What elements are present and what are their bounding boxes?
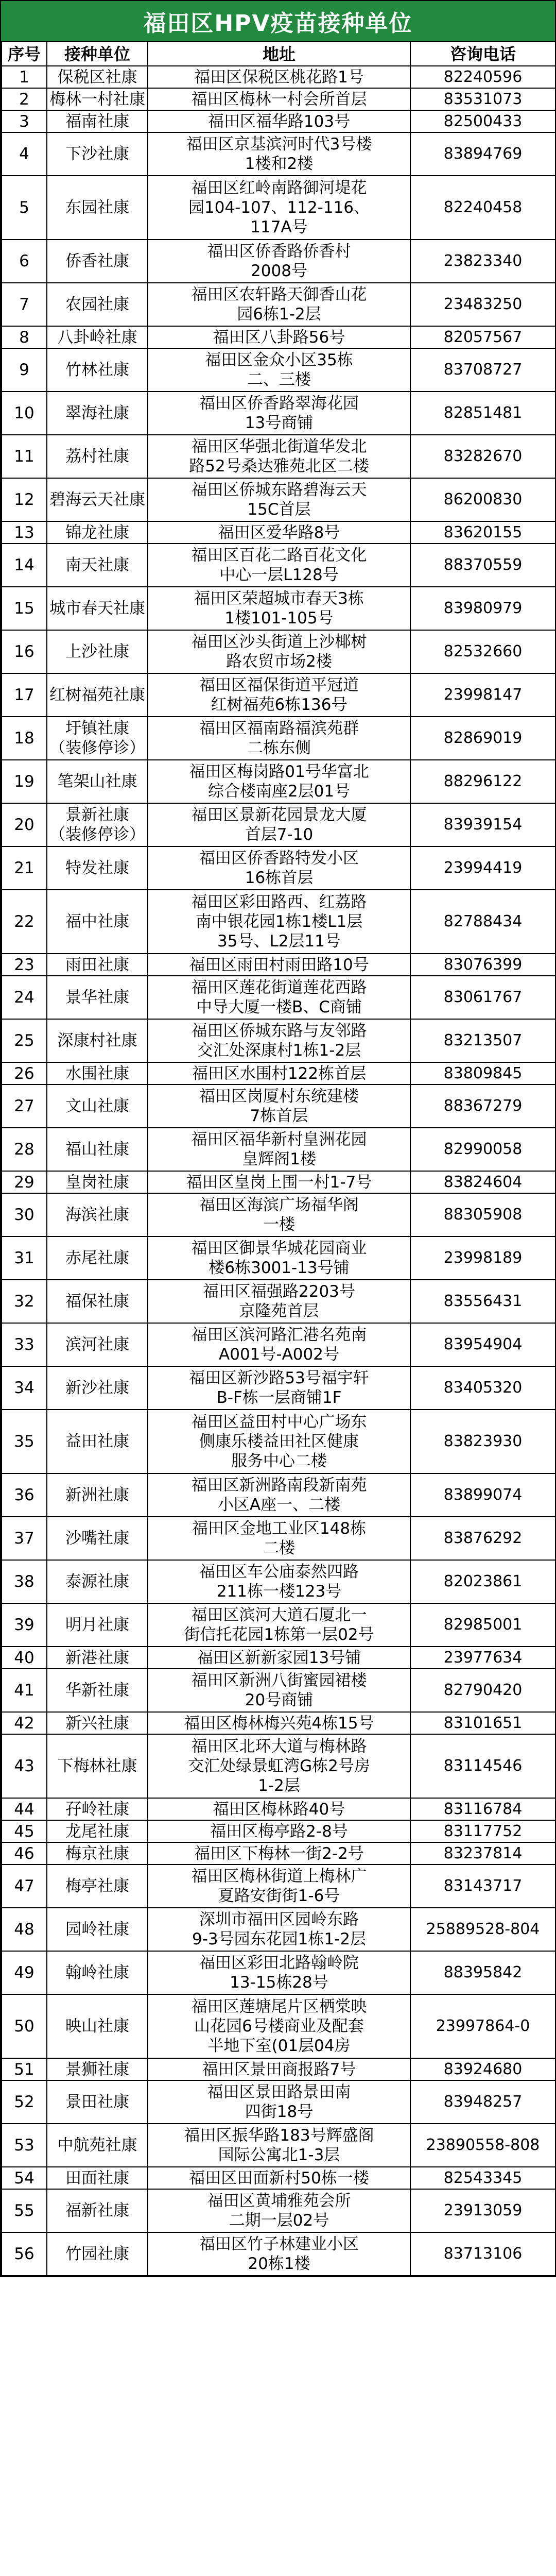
table-row <box>2 2167 555 2189</box>
row-number: 42 <box>2 1712 47 1734</box>
site-name: 滨河社康 <box>47 1323 148 1366</box>
table-row <box>2 587 555 630</box>
site-address: 福田区彩田路西、红荔路 南中银花园1栋1楼L1层 35号、L2层11号 <box>148 890 410 954</box>
site-address: 福田区新洲八街蜜园裙楼 20号商铺 <box>148 1669 410 1712</box>
row-number: 13 <box>2 521 47 544</box>
site-name: 保税区社康 <box>47 66 148 88</box>
row-number: 43 <box>2 1734 47 1798</box>
site-name: 文山社康 <box>47 1084 148 1128</box>
table-row <box>2 2124 555 2167</box>
table-row <box>2 673 555 717</box>
table-row <box>2 1280 555 1323</box>
site-name: 皇岗社康 <box>47 1171 148 1193</box>
table-row <box>2 544 555 587</box>
table-row <box>2 88 555 110</box>
table-row <box>2 1798 555 1820</box>
row-number: 46 <box>2 1842 47 1865</box>
row-number: 25 <box>2 1019 47 1062</box>
site-name: 海滨社康 <box>47 1193 148 1236</box>
row-number: 10 <box>2 392 47 435</box>
site-address: 福田区新洲路南段新南苑 小区A座一、二楼 <box>148 1473 410 1517</box>
row-number: 29 <box>2 1171 47 1193</box>
site-phone: 83237814 <box>410 1842 555 1865</box>
site-name: 圩镇社康 （装修停诊） <box>47 717 148 760</box>
site-phone: 83531073 <box>410 88 555 110</box>
site-name: 下沙社康 <box>47 132 148 176</box>
table-row <box>2 1865 555 1908</box>
site-name: 特发社康 <box>47 846 148 890</box>
site-name: 明月社康 <box>47 1603 148 1647</box>
row-number: 38 <box>2 1560 47 1603</box>
row-number: 21 <box>2 846 47 890</box>
site-phone: 82023861 <box>410 1560 555 1603</box>
site-phone: 83939154 <box>410 803 555 846</box>
row-number: 44 <box>2 1798 47 1820</box>
vaccination-sites-table <box>1 42 556 2276</box>
row-number: 18 <box>2 717 47 760</box>
site-address: 福田区益田村中心广场东 侧康乐楼益田社区健康 服务中心二楼 <box>148 1410 410 1473</box>
site-phone: 83405320 <box>410 1366 555 1410</box>
site-name: 城市春天社康 <box>47 587 148 630</box>
row-number: 11 <box>2 435 47 478</box>
table-row <box>2 132 555 176</box>
site-phone: 82851481 <box>410 392 555 435</box>
site-phone: 82543345 <box>410 2167 555 2189</box>
site-address: 福田区侨城东路碧海云天 15C首层 <box>148 478 410 521</box>
site-phone: 23997864-0 <box>410 1994 555 2058</box>
site-address: 福田区振华路183号辉盛阁 国际公寓北1-3层 <box>148 2124 410 2167</box>
site-phone: 83899074 <box>410 1473 555 1517</box>
row-number: 26 <box>2 1062 47 1084</box>
row-number: 56 <box>2 2232 47 2276</box>
site-address: 福田区景田商报路7号 <box>148 2058 410 2080</box>
site-phone: 83116784 <box>410 1798 555 1820</box>
site-phone: 82500433 <box>410 110 555 132</box>
row-number: 31 <box>2 1236 47 1280</box>
site-address: 福田区田面新村50栋一楼 <box>148 2167 410 2189</box>
table-row <box>2 1951 555 1994</box>
site-address: 福田区百花二路百花文化 中心一层L128号 <box>148 544 410 587</box>
row-number: 52 <box>2 2080 47 2124</box>
site-address: 福田区彩田北路翰岭院 13-15栋28号 <box>148 1951 410 1994</box>
site-address: 福田区爱华路8号 <box>148 521 410 544</box>
site-name: 水围社康 <box>47 1062 148 1084</box>
row-number: 16 <box>2 630 47 673</box>
table-row <box>2 890 555 954</box>
site-address: 福田区皇岗上围一村1-7号 <box>148 1171 410 1193</box>
table-row <box>2 326 555 348</box>
site-phone: 83620155 <box>410 521 555 544</box>
site-address: 福田区莲花街道莲花西路 中导大厦一楼B、C商铺 <box>148 976 410 1019</box>
site-phone: 83894769 <box>410 132 555 176</box>
row-number: 12 <box>2 478 47 521</box>
site-phone: 88296122 <box>410 760 555 803</box>
row-number: 27 <box>2 1084 47 1128</box>
site-name: 泰源社康 <box>47 1560 148 1603</box>
site-name: 华新社康 <box>47 1669 148 1712</box>
site-address: 福田区莲塘尾片区栖棠映 山花园6号楼商业及配套 半地下室(01层04房 <box>148 1994 410 2058</box>
site-name: 景新社康 （装修停诊） <box>47 803 148 846</box>
row-number: 48 <box>2 1908 47 1951</box>
row-number: 30 <box>2 1193 47 1236</box>
row-number: 7 <box>2 283 47 326</box>
site-name: 碧海云天社康 <box>47 478 148 521</box>
table-row <box>2 1171 555 1193</box>
table-row <box>2 348 555 392</box>
site-address: 福田区黄埔雅苑会所 二期一层02号 <box>148 2189 410 2232</box>
site-phone: 83713106 <box>410 2232 555 2276</box>
site-name: 东园社康 <box>47 176 148 240</box>
site-name: 锦龙社康 <box>47 521 148 544</box>
site-name: 梅林一村社康 <box>47 88 148 110</box>
site-name: 新港社康 <box>47 1647 148 1669</box>
table-row <box>2 1603 555 1647</box>
site-phone: 83101651 <box>410 1712 555 1734</box>
site-phone: 83954904 <box>410 1323 555 1366</box>
row-number: 1 <box>2 66 47 88</box>
site-address: 福田区福华路103号 <box>148 110 410 132</box>
site-address: 福田区金地工业区148栋 二楼 <box>148 1517 410 1560</box>
site-name: 赤尾社康 <box>47 1236 148 1280</box>
row-number: 8 <box>2 326 47 348</box>
table-row <box>2 1062 555 1084</box>
site-phone: 23998189 <box>410 1236 555 1280</box>
site-name: 景田社康 <box>47 2080 148 2124</box>
site-address: 福田区侨城东路与友邻路 交汇处深康村1栋1-2层 <box>148 1019 410 1062</box>
site-phone: 23890558-808 <box>410 2124 555 2167</box>
table-row <box>2 66 555 88</box>
site-name: 园岭社康 <box>47 1908 148 1951</box>
row-number: 15 <box>2 587 47 630</box>
row-number: 32 <box>2 1280 47 1323</box>
site-phone: 82532660 <box>410 630 555 673</box>
table-row <box>2 976 555 1019</box>
row-number: 47 <box>2 1865 47 1908</box>
site-phone: 88305908 <box>410 1193 555 1236</box>
table-row <box>2 1323 555 1366</box>
table-row <box>2 760 555 803</box>
site-address: 福田区福南路福滨苑群 二栋东侧 <box>148 717 410 760</box>
table-row <box>2 2232 555 2276</box>
site-phone: 83213507 <box>410 1019 555 1062</box>
site-address: 福田区红岭南路御河堤花 园104-107、112-116、 117A号 <box>148 176 410 240</box>
row-number: 34 <box>2 1366 47 1410</box>
row-number: 41 <box>2 1669 47 1712</box>
table-row <box>2 2080 555 2124</box>
header-address: 地址 <box>148 42 410 66</box>
row-number: 54 <box>2 2167 47 2189</box>
table-header-row <box>2 42 555 66</box>
site-name: 八卦岭社康 <box>47 326 148 348</box>
row-number: 19 <box>2 760 47 803</box>
site-address: 福田区景新花园景龙大厦 首层7-10 <box>148 803 410 846</box>
row-number: 9 <box>2 348 47 392</box>
site-phone: 83117752 <box>410 1820 555 1842</box>
site-phone: 23977634 <box>410 1647 555 1669</box>
site-name: 上沙社康 <box>47 630 148 673</box>
site-address: 福田区福强路2203号 京隆苑首层 <box>148 1280 410 1323</box>
row-number: 3 <box>2 110 47 132</box>
table-row <box>2 630 555 673</box>
site-address: 福田区沙头街道上沙椰树 路农贸市场2楼 <box>148 630 410 673</box>
site-name: 梅亭社康 <box>47 1865 148 1908</box>
site-phone: 83143717 <box>410 1865 555 1908</box>
table-row <box>2 846 555 890</box>
site-name: 益田社康 <box>47 1410 148 1473</box>
site-phone: 23913059 <box>410 2189 555 2232</box>
table-row <box>2 1712 555 1734</box>
site-phone: 82240596 <box>410 66 555 88</box>
row-number: 33 <box>2 1323 47 1366</box>
row-number: 45 <box>2 1820 47 1842</box>
row-number: 5 <box>2 176 47 240</box>
site-phone: 82790420 <box>410 1669 555 1712</box>
header-no: 序号 <box>2 42 47 66</box>
table-row <box>2 1560 555 1603</box>
site-address: 福田区梅林梅兴苑4栋15号 <box>148 1712 410 1734</box>
site-phone: 83980979 <box>410 587 555 630</box>
table-row <box>2 717 555 760</box>
row-number: 17 <box>2 673 47 717</box>
row-number: 53 <box>2 2124 47 2167</box>
site-address: 福田区雨田村雨田路10号 <box>148 954 410 976</box>
site-address: 福田区梅林一村会所首层 <box>148 88 410 110</box>
row-number: 51 <box>2 2058 47 2080</box>
site-name: 新洲社康 <box>47 1473 148 1517</box>
site-address: 福田区农轩路天御香山花 园6栋1-2层 <box>148 283 410 326</box>
site-phone: 88395842 <box>410 1951 555 1994</box>
table-row <box>2 176 555 240</box>
row-number: 4 <box>2 132 47 176</box>
table-row <box>2 110 555 132</box>
site-address: 深圳市福田区园岭东路 9-3号园东花园1栋1-2层 <box>148 1908 410 1951</box>
site-name: 中航苑社康 <box>47 2124 148 2167</box>
site-phone: 23998147 <box>410 673 555 717</box>
site-address: 福田区侨香路翠海花园 13号商铺 <box>148 392 410 435</box>
site-address: 福田区景田路景田南 四街18号 <box>148 2080 410 2124</box>
site-phone: 25889528-804 <box>410 1908 555 1951</box>
row-number: 22 <box>2 890 47 954</box>
row-number: 28 <box>2 1128 47 1171</box>
site-address: 福田区侨香路特发小区 16栋首层 <box>148 846 410 890</box>
site-address: 福田区梅林街道上梅林广 夏路安街街1-6号 <box>148 1865 410 1908</box>
table-row <box>2 1647 555 1669</box>
table-row <box>2 1084 555 1128</box>
site-address: 福田区新新家园13号铺 <box>148 1647 410 1669</box>
site-name: 荔村社康 <box>47 435 148 478</box>
header-phone: 咨询电话 <box>410 42 555 66</box>
table-row <box>2 954 555 976</box>
site-phone: 23994419 <box>410 846 555 890</box>
table-row <box>2 392 555 435</box>
site-name: 侨香社康 <box>47 240 148 283</box>
site-address: 福田区新沙路53号福宇轩 B-F栋一层商铺1F <box>148 1366 410 1410</box>
site-address: 福田区福保街道平冠道 红树福苑6栋136号 <box>148 673 410 717</box>
row-number: 40 <box>2 1647 47 1669</box>
site-address: 福田区金众小区35栋 二、三楼 <box>148 348 410 392</box>
site-phone: 83076399 <box>410 954 555 976</box>
table-row <box>2 803 555 846</box>
site-name: 福山社康 <box>47 1128 148 1171</box>
site-phone: 82240458 <box>410 176 555 240</box>
site-address: 福田区水围村122栋首层 <box>148 1062 410 1084</box>
row-number: 14 <box>2 544 47 587</box>
site-address: 福田区车公庙泰然四路 211栋一楼123号 <box>148 1560 410 1603</box>
site-name: 沙嘴社康 <box>47 1517 148 1560</box>
site-address: 福田区保税区桃花路1号 <box>148 66 410 88</box>
site-name: 福保社康 <box>47 1280 148 1323</box>
site-phone: 86200830 <box>410 478 555 521</box>
site-name: 竹林社康 <box>47 348 148 392</box>
site-name: 龙尾社康 <box>47 1820 148 1842</box>
table-row <box>2 1842 555 1865</box>
site-address: 福田区福华新村皇洲花园 皇辉阁1楼 <box>148 1128 410 1171</box>
site-name: 福中社康 <box>47 890 148 954</box>
site-phone: 82788434 <box>410 890 555 954</box>
table-row <box>2 1366 555 1410</box>
site-address: 福田区梅岗路01号华富北 综合楼南座2层01号 <box>148 760 410 803</box>
site-address: 福田区华强北街道华发北 路52号桑达雅苑北区二楼 <box>148 435 410 478</box>
site-name: 新沙社康 <box>47 1366 148 1410</box>
site-phone: 83924680 <box>410 2058 555 2080</box>
site-address: 福田区岗厦村东统建楼 7栋首层 <box>148 1084 410 1128</box>
table-row <box>2 1128 555 1171</box>
site-name: 翠海社康 <box>47 392 148 435</box>
header-unit: 接种单位 <box>47 42 148 66</box>
site-address: 福田区荣超城市春天3栋 1楼101-105号 <box>148 587 410 630</box>
site-name: 南天社康 <box>47 544 148 587</box>
table-body <box>2 66 555 2276</box>
site-name: 深康村社康 <box>47 1019 148 1062</box>
site-address: 福田区梅亭路2-8号 <box>148 1820 410 1842</box>
site-phone: 88367279 <box>410 1084 555 1128</box>
site-name: 新兴社康 <box>47 1712 148 1734</box>
row-number: 35 <box>2 1410 47 1473</box>
site-phone: 83824604 <box>410 1171 555 1193</box>
table-row <box>2 1669 555 1712</box>
site-name: 笔架山社康 <box>47 760 148 803</box>
site-phone: 82990058 <box>410 1128 555 1171</box>
table-row <box>2 1019 555 1062</box>
site-address: 福田区滨河大道石厦北一 街信托花园1栋第一层02号 <box>148 1603 410 1647</box>
row-number: 20 <box>2 803 47 846</box>
table-row <box>2 2058 555 2080</box>
table-row <box>2 283 555 326</box>
site-address: 福田区海滨广场福华阁 一楼 <box>148 1193 410 1236</box>
row-number: 50 <box>2 1994 47 2058</box>
table-row <box>2 240 555 283</box>
site-name: 农园社康 <box>47 283 148 326</box>
site-name: 下梅林社康 <box>47 1734 148 1798</box>
site-name: 竹园社康 <box>47 2232 148 2276</box>
table-row <box>2 1473 555 1517</box>
table-row <box>2 1734 555 1798</box>
row-number: 37 <box>2 1517 47 1560</box>
table-row <box>2 1994 555 2058</box>
site-address: 福田区八卦路56号 <box>148 326 410 348</box>
site-phone: 83708727 <box>410 348 555 392</box>
site-phone: 83114546 <box>410 1734 555 1798</box>
row-number: 39 <box>2 1603 47 1647</box>
site-name: 翰岭社康 <box>47 1951 148 1994</box>
site-name: 梅京社康 <box>47 1842 148 1865</box>
site-address: 福田区下梅林一街2-2号 <box>148 1842 410 1865</box>
site-name: 红树福苑社康 <box>47 673 148 717</box>
table-row <box>2 1517 555 1560</box>
site-phone: 82869019 <box>410 717 555 760</box>
row-number: 6 <box>2 240 47 283</box>
table-row <box>2 2189 555 2232</box>
site-phone: 83823930 <box>410 1410 555 1473</box>
site-phone: 82985001 <box>410 1603 555 1647</box>
site-address: 福田区梅林路40号 <box>148 1798 410 1820</box>
site-phone: 83061767 <box>410 976 555 1019</box>
row-number: 23 <box>2 954 47 976</box>
site-phone: 82057567 <box>410 326 555 348</box>
row-number: 55 <box>2 2189 47 2232</box>
site-name: 孖岭社康 <box>47 1798 148 1820</box>
table-row <box>2 1193 555 1236</box>
site-name: 雨田社康 <box>47 954 148 976</box>
site-phone: 83948257 <box>410 2080 555 2124</box>
site-address: 福田区滨河路汇港名苑南 A001号-A002号 <box>148 1323 410 1366</box>
site-phone: 23823340 <box>410 240 555 283</box>
site-phone: 83556431 <box>410 1280 555 1323</box>
site-name: 映山社康 <box>47 1994 148 2058</box>
site-name: 田面社康 <box>47 2167 148 2189</box>
table-row <box>2 435 555 478</box>
site-phone: 83282670 <box>410 435 555 478</box>
table-row <box>2 1236 555 1280</box>
site-address: 福田区北环大道与梅林路 交汇处绿景虹湾G栋2号房 1-2层 <box>148 1734 410 1798</box>
row-number: 49 <box>2 1951 47 1994</box>
table-row <box>2 1820 555 1842</box>
site-address: 福田区御景华城花园商业 楼6栋3001-13号铺 <box>148 1236 410 1280</box>
site-phone: 88370559 <box>410 544 555 587</box>
table-row <box>2 1410 555 1473</box>
row-number: 36 <box>2 1473 47 1517</box>
site-phone: 83876292 <box>410 1517 555 1560</box>
site-name: 景华社康 <box>47 976 148 1019</box>
site-address: 福田区竹子林建业小区 20栋1楼 <box>148 2232 410 2276</box>
site-address: 福田区京基滨河时代3号楼 1楼和2楼 <box>148 132 410 176</box>
site-name: 福新社康 <box>47 2189 148 2232</box>
table-row <box>2 478 555 521</box>
site-name: 福南社康 <box>47 110 148 132</box>
site-phone: 23483250 <box>410 283 555 326</box>
sheet-title: 福田区HPV疫苗接种单位 <box>1 1 555 42</box>
table-row <box>2 521 555 544</box>
site-address: 福田区侨香路侨香村 2008号 <box>148 240 410 283</box>
site-phone: 83809845 <box>410 1062 555 1084</box>
site-name: 景狮社康 <box>47 2058 148 2080</box>
row-number: 2 <box>2 88 47 110</box>
row-number: 24 <box>2 976 47 1019</box>
table-row <box>2 1908 555 1951</box>
